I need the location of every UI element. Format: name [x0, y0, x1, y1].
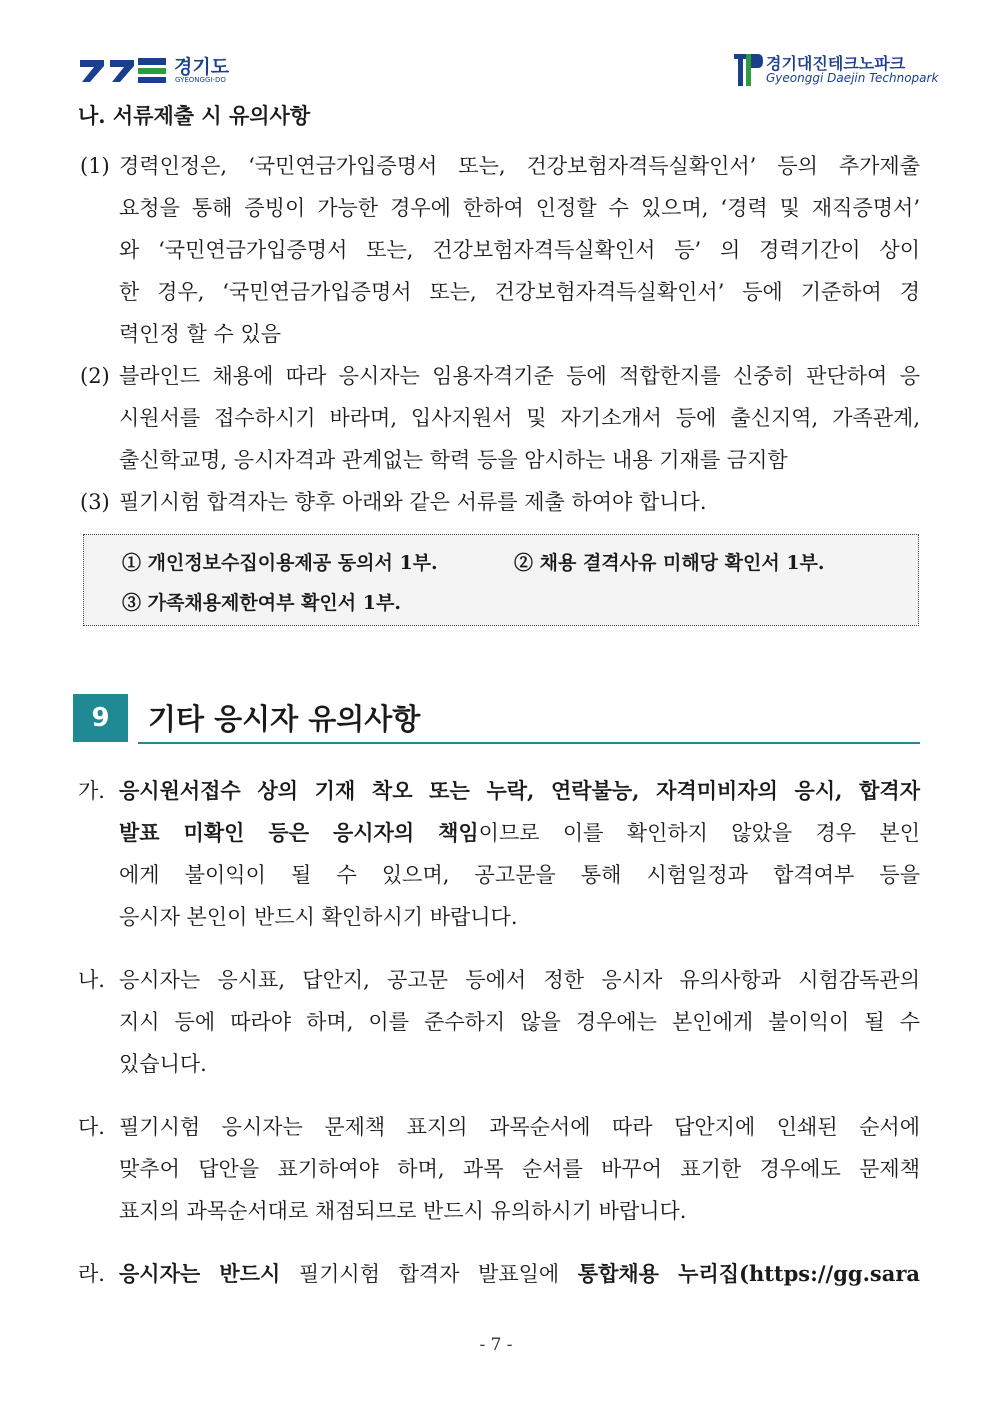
na-line-3: 있습니다. [119, 1052, 207, 1076]
ga-marker: 가. [78, 779, 105, 803]
item-1-line-5: 력인정 할 수 있음 [119, 322, 282, 346]
ga-line-2-rest: 이므로 이를 확인하지 않았을 경우 본인 [478, 821, 920, 845]
item-3-line-1: 필기시험 합격자는 향후 아래와 같은 서류를 제출 하여야 합니다. [119, 490, 707, 514]
na-line-1: 응시자는 응시표, 답안지, 공고문 등에서 정한 응시자 유의사항과 시험감독관의 [119, 968, 920, 992]
item-2-line-3: 출신학교명, 응시자격과 관계없는 학력 등을 암시하는 내용 기재를 금지함 [119, 448, 788, 472]
ra-line-1 [119, 1259, 920, 1289]
section-number-badge: 9 [73, 694, 128, 742]
da-line-3: 표지의 과목순서대로 채점되므로 반드시 유의하시기 바랍니다. [119, 1199, 687, 1223]
page-number: - 7 - [479, 1335, 513, 1355]
item-1-line-4: 한 경우, ‘국민연금가입증명서 또는, 건강보험자격득실확인서’ 등에 기준하여 경 [119, 280, 920, 304]
technopark-logo-text: 경기대진테크노파크 [766, 54, 906, 73]
ga-line-3: 에게 불이익이 될 수 있으며, 공고문을 통해 시험일정과 합격여부 등을 [119, 863, 920, 887]
technopark-logo-subtext: Gyeonggi Daejin Technopark [766, 71, 939, 85]
item-1-line-1: 경력인정은, ‘국민연금가입증명서 또는, 건강보험자격득실확인서’ 등의 추가제출 [119, 154, 920, 178]
technopark-logo [734, 52, 939, 90]
na-marker: 나. [78, 968, 105, 992]
required-documents-box [83, 534, 919, 626]
section-title-underline [138, 742, 920, 744]
gyeonggi-logo-text: 경기도 [174, 56, 230, 78]
ga-line-2 [119, 818, 920, 848]
ga-line-4: 응시자 본인이 반드시 확인하시기 바랍니다. [119, 905, 518, 929]
gyeonggi-logo-mark [78, 52, 170, 86]
box-item-disqualification-form: ② 채용 결격사유 미해당 확인서 1부. [514, 552, 825, 574]
technopark-logo-mark [734, 52, 764, 88]
ra-bold-1: 응시자는 반드시 [119, 1261, 281, 1286]
item-1-marker: (1) [80, 154, 110, 178]
ra-bold-2: 통합채용 누리집(https://gg.sara [577, 1261, 920, 1286]
section-heading-documents: 나. 서류제출 시 유의사항 [78, 103, 311, 128]
item-2-line-2: 시원서를 접수하시기 바라며, 입사지원서 및 자기소개서 등에 출신지역, 가족관계, [119, 406, 920, 430]
section-title: 기타 응시자 유의사항 [148, 702, 421, 736]
da-marker: 다. [78, 1115, 105, 1139]
ra-normal: 필기시험 합격자 발표일에 [280, 1262, 578, 1286]
da-line-2: 맞추어 답안을 표기하여야 하며, 과목 순서를 바꾸어 표기한 경우에도 문제책 [119, 1157, 920, 1181]
ga-line-1: 응시원서접수 상의 기재 착오 또는 누락, 연락불능, 자격미비자의 응시, 합격자 [119, 778, 920, 803]
item-1-line-3: 와 ‘국민연금가입증명서 또는, 건강보험자격득실확인서 등’ 의 경력기간이 상이 [119, 238, 920, 262]
item-3-marker: (3) [80, 490, 110, 514]
gyeonggi-logo [78, 52, 238, 88]
ra-marker: 라. [78, 1262, 105, 1286]
na-line-2: 지시 등에 따라야 하며, 이를 준수하지 않을 경우에는 본인에게 불이익이 될 수 [119, 1010, 920, 1034]
item-2-line-1: 블라인드 채용에 따라 응시자는 임용자격기준 등에 적합한지를 신중히 판단하여 응 [119, 364, 920, 388]
ga-line-2-bold: 발표 미확인 등은 응시자의 책임 [119, 820, 479, 845]
gyeonggi-logo-subtext: GYEONGGI-DO [175, 76, 226, 84]
item-1-line-2: 요청을 통해 증빙이 가능한 경우에 한하여 인정할 수 있으며, ‘경력 및 재직증명서’ [119, 196, 920, 220]
box-item-consent-form: ① 개인정보수집이용제공 동의서 1부. [122, 552, 438, 574]
box-item-family-hiring-form: ③ 가족채용제한여부 확인서 1부. [122, 592, 401, 614]
item-2-marker: (2) [80, 364, 110, 388]
da-line-1: 필기시험 응시자는 문제책 표지의 과목순서에 따라 답안지에 인쇄된 순서에 [119, 1115, 920, 1139]
